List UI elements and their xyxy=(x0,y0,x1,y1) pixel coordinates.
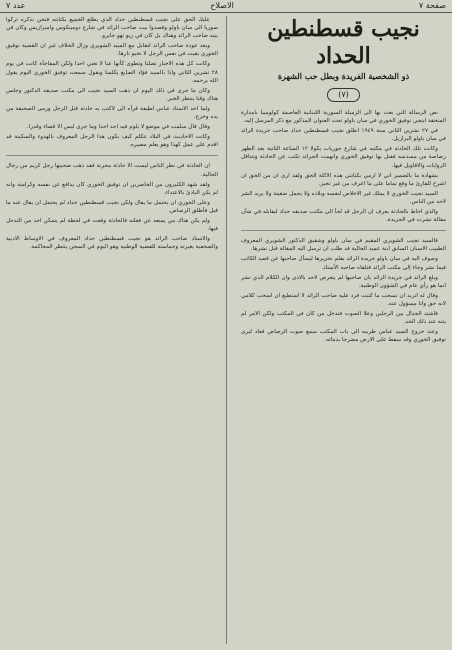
section-divider xyxy=(241,230,446,231)
paragraph: وعند خروج السيد عباس طربيه الى باب المكتب سمع صوت الرصاص فعاد ليرى توفيق الخوري وقد سقط على الارض مضرجا بدمائه. xyxy=(241,329,446,344)
paragraph: وكانت كل هذه الاخبار تصلنا وتطوى كأنها عنا لا تعني احدا ولكن المفاجأة كانت في يوم ٢٨ تشرين الثاني واذا بالسيد فؤاد الصايغ يكلمنا ويقول سمعت توفيق الخوري اليوم يقول الله يرحمه. xyxy=(6,61,218,84)
issue-number: عدد ٧ xyxy=(6,1,26,10)
paragraph: ولما اخذ الاستاذ عباس لطيفة قرأه الى لاكتب به حادثة قتل الرجل ورمى الصحيفة من يده وخرج. xyxy=(6,105,218,121)
paragraph: وبلغ الرائد في جريدة الرائد بان صاحبها لم يتعرض لاحد بالاذى وان الكلام الذي نشر انما هو رأي عام في الشؤون الوطنية. xyxy=(241,274,446,289)
paragraph: فالسيد نجيب الشويري المقيم في سان باولو وشقيق الدكتور الشويري المعروف الطبيب الاسنان السابق ابنة عميد الجالية قد طلب ان ترسل اليه المقالة قبل نشرها. xyxy=(241,238,446,253)
paragraph: عليك الحق على نجيب قسطنطين حداد الذي يطلع الجميع بكتابته فنحن نذكره تركوا سوريا الى سان باولو وقصدوا بيت صاحب الرائد في شارع دومينكوس وامبرازيس وكان في بيته صاحب الرائد وهناك بل كان في زيو تهو جابرو. xyxy=(6,17,218,40)
article-headline: نجيب قسطنطين الحداد xyxy=(267,16,420,69)
paragraph: وعلى الخوري ان يحتمل ما يقال ولكن نجيب قسطنطين حداد لم يحتمل ان يقال عنه ما قيل فأطلق الرصاص. xyxy=(6,199,218,214)
paragraph: والاستاذ صاحب الرائد هو نجيب قسطنطين حداد المعروف في الاوساط الادبية والصحفية بغيرته وحماسته للقضية الوطنية وهو اليوم في السجن ينتظر المحاكمة. xyxy=(6,236,218,251)
section-divider xyxy=(6,155,218,156)
paragraph: والذي احاط بالحادثة يعرف ان الرجل قد لجأ الى مكتب صديقه حداد ليقابله في شأن مقالة نشرت في الجريدة. xyxy=(241,209,446,224)
paragraph: ولم يكن هناك من يمنعه عن فعلته فالحادثة وقعت في لحظة لم يتمكن احد من التدخل فيها. xyxy=(6,217,218,233)
column-divider xyxy=(226,16,227,644)
paragraph: وكانت تلك الحادثة في مكتبه في شارع جوريات بكولا ١٢ الساعة الثانية بعد الظهر رصاصة من مسدسه فقتل بها توفيق الخوري واتهمت الجرائد تكتب عن الحادثة وتتناقل الروايات والاقاويل فيها. xyxy=(241,146,446,169)
paragraph: ولقد شهد الكثيرون من الحاضرين ان توفيق الخوري كان يدافع عن نفسه وكرامته وانه لم يكن البادئ بالاعتداء. xyxy=(6,181,218,196)
article-title-block xyxy=(241,16,446,106)
paragraph: وبعد عودة صاحب الرائد لتقابل مع السيد الشويري وزال الخلاف غير ان القضية توفيق الخوري بقيت في نفس الرجل لا تخبو نارها. xyxy=(6,43,218,58)
paragraph: فاشتد الجدال بين الرجلين وعلا الصوت فتدخل من كان في المكتب ولكن الامر لم ينته عند ذلك الحد. xyxy=(241,310,446,326)
page-number: صفحة ٧ xyxy=(418,1,446,10)
left-column xyxy=(6,16,218,644)
paragraph: وقال له اتريد ان تسحب ما كتبت فرد عليه صاحب الرائد لا استطيع ان اسحب كلامي لانه حق وانا مسؤول عنه. xyxy=(241,292,446,307)
paragraph: وكان ما جرى في ذلك اليوم ان ذهب السيد نجيب الى مكتب صديقه الدكتور وجلس هناك وقتا ينتظر الخبر. xyxy=(6,87,218,102)
paragraph: وقال قال سلمت في موضع لا يلوم فيه احد احدا وما جرى ليس الا قضاء وقدرا. xyxy=(26,124,210,131)
right-column xyxy=(241,16,446,644)
paragraph: السيد نجيب الخوري لا يملك غير الاخلاص لنفسه وبلاده ولا يحمل ضغينة ولا يريد الشر لاحد من الناس. xyxy=(241,190,446,205)
paragraph: وكانت الاحاديث في البلاد تتكلم كيف يكون هذا الرجل المعروف بالهدوء والسكينة قد اقدم على عمل كهذا وهو يعلم مصيره. xyxy=(6,134,218,149)
paragraph: بشهادة ما بالضمير اني لا ارمي بكتابتي هذه الاكلة الحق ولقد ارى ان من الحق ان اشرح للقارئ ما وقع تماما على ما اعرف من غير تحيز. xyxy=(241,172,446,187)
paragraph: ان الحادثة في نظر الناس ليست الا حادثة محزنة فقد ذهب ضحيتها رجل كريم من رجال الجالية. xyxy=(6,163,218,178)
paragraph: نص الرسالة التي بعث بها الى الزميلة السورية اللبنانية العاصمة كولومبيا بامدارة المنحقة ابنجي توفيق الخوري في سان باولو تحت العنوان المذكور مع ذكر المرسل إليه. xyxy=(241,110,446,125)
paragraph: في ٢٧ تشرين الثاني سنة ١٩٤٩ اطلق نجيب قسطنطين حداد صاحب جريدة الرائد في سان باولو البرازيل. xyxy=(241,128,446,143)
article-number: (٧) xyxy=(327,88,360,102)
article-subheadline: ذو الشخصية الفريدة وبطل حب الشهرة xyxy=(277,71,410,81)
page-header xyxy=(0,0,452,13)
paragraph: وصوف اليه في سان باولو جريدة الرائد بقلم تحريرها ليسأل صاحبها عن قصد الكاتب فيما نشر وجاء إلى مكتب الرائد فتلقاه صاحبه الأستاذ. xyxy=(241,256,446,271)
publication-name: الاصلاح xyxy=(210,1,234,10)
